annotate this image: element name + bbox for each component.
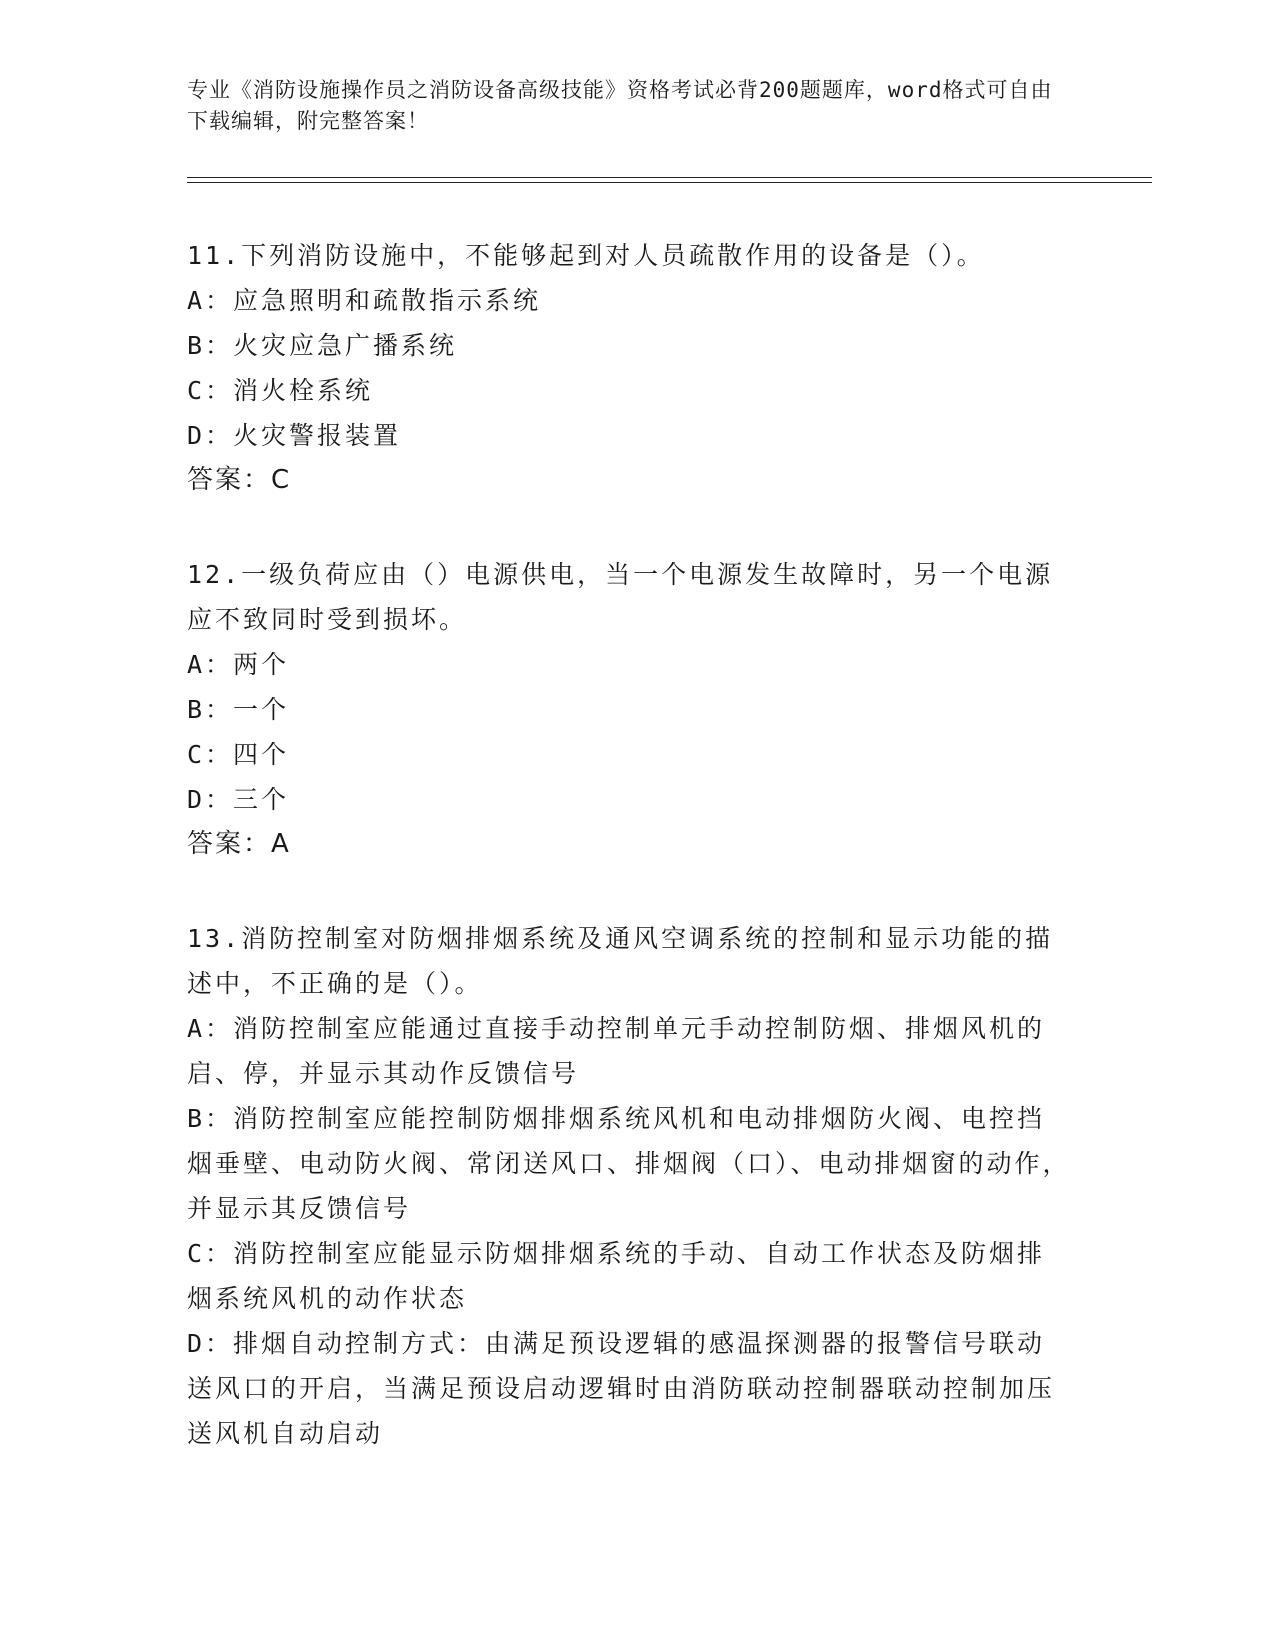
answer-label: 答案： bbox=[187, 465, 272, 495]
question-12 bbox=[187, 552, 1072, 867]
option-c: C：消防控制室应能显示防烟排烟系统的手动、自动工作状态及防烟排烟系统风机的动作状态 bbox=[187, 1239, 1046, 1313]
option-d: D：三个 bbox=[187, 785, 290, 814]
option-b: B：一个 bbox=[187, 695, 290, 724]
header-divider-top bbox=[187, 177, 1152, 178]
option-a: A：消防控制室应能通过直接手动控制单元手动控制防烟、排烟风机的启、停，并显示其动作反馈信号 bbox=[187, 1014, 1046, 1088]
option-d: D：火灾警报装置 bbox=[187, 421, 402, 450]
question-stem: 11.下列消防设施中，不能够起到对人员疏散作用的设备是（）。 bbox=[187, 241, 985, 270]
option-a: A：应急照明和疏散指示系统 bbox=[187, 286, 542, 315]
option-c: C：四个 bbox=[187, 740, 290, 769]
question-stem: 12.一级负荷应由（）电源供电，当一个电源发生故障时，另一个电源应不致同时受到损坏。 bbox=[187, 560, 1054, 634]
option-b: B：消防控制室应能控制防烟排烟系统风机和电动排烟防火阀、电控挡烟垂壁、电动防火阀、常闭送风口、排烟阀（口）、电动排烟窗的动作，并显示其反馈信号 bbox=[187, 1104, 1071, 1223]
answer-line bbox=[187, 458, 1072, 503]
answer-label: 答案： bbox=[187, 829, 272, 859]
question-11 bbox=[187, 233, 1072, 503]
answer-value: C bbox=[271, 465, 292, 495]
header-text: 专业《消防设施操作员之消防设备高级技能》资格考试必背200题题库，word格式可自由下载编辑，附完整答案！ bbox=[187, 78, 1053, 133]
document-header bbox=[187, 75, 1067, 137]
option-c: C：消火栓系统 bbox=[187, 376, 374, 405]
question-13 bbox=[187, 916, 1072, 1456]
header-divider-bottom bbox=[187, 182, 1152, 183]
answer-value: A bbox=[271, 829, 291, 859]
option-d: D：排烟自动控制方式：由满足预设逻辑的感温探测器的报警信号联动送风口的开启，当满足预设启动逻辑时由消防联动控制器联动控制加压送风机自动启动 bbox=[187, 1329, 1056, 1448]
answer-line bbox=[187, 822, 1072, 867]
question-stem: 13.消防控制室对防烟排烟系统及通风空调系统的控制和显示功能的描述中，不正确的是（）。 bbox=[187, 924, 1054, 998]
option-b: B：火灾应急广播系统 bbox=[187, 331, 458, 360]
option-a: A：两个 bbox=[187, 650, 290, 679]
